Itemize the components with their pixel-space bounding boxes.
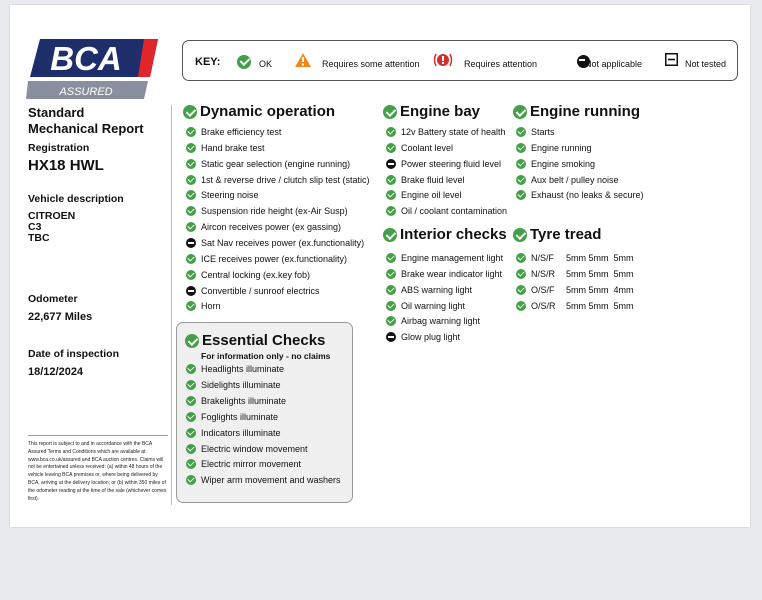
ok-icon: [186, 380, 196, 390]
ok-icon: [186, 396, 196, 406]
not-applicable-icon: [386, 332, 396, 342]
key-not-tested-label: Not tested: [685, 59, 727, 69]
check-item-label: Brakelights illuminate: [201, 395, 287, 406]
status-key: [182, 40, 738, 81]
ok-icon: [186, 175, 196, 185]
ok-icon: [186, 254, 196, 264]
ok-icon: [386, 316, 396, 326]
ok-icon: [516, 143, 526, 153]
check-item-label: Central locking (ex.key fob): [201, 269, 311, 280]
check-item-label: Static gear selection (engine running): [201, 158, 351, 169]
check-item-label: Oil warning light: [401, 300, 466, 311]
ok-icon: [386, 127, 396, 137]
check-item-label: Convertible / sunroof electrics: [201, 285, 320, 296]
ok-icon: [516, 269, 526, 279]
ok-icon: [516, 190, 526, 200]
check-item-label: Steering noise: [201, 190, 259, 201]
ok-icon: [513, 228, 527, 242]
check-item-label: O/S/F: [531, 284, 555, 295]
check-item-label: Engine management light: [401, 253, 504, 263]
registration-label: Registration: [28, 142, 90, 154]
ok-icon: [237, 55, 251, 69]
ok-icon: [516, 253, 526, 263]
check-item-label: Aux belt / pulley noise: [531, 174, 619, 185]
tyre-tread-values: 5mm 5mm 5mm: [566, 253, 634, 263]
check-item-label: Suspension ride height (ex-Air Susp): [201, 206, 348, 217]
ok-icon: [185, 334, 199, 348]
ok-icon: [386, 206, 396, 216]
legal-text: This report is subject to and in accordance with the BCA Assured Terms and Conditions which are available at www.bca.co.uk/assured and BCA auction centres. Claims will not be entertained unless received: (a) within 48 hours of the vehicle leaving BCA premises or, where being delivered by BCA, arriving at the delivery location; or (b) within 350 miles of the odometer reading at the time of the sale (whichever comes first).: [28, 441, 167, 502]
essential-checks-panel: Essential Checks For information only - no claims: [176, 322, 353, 503]
check-item-label: Starts: [531, 127, 555, 137]
bca-assured-logo: [26, 39, 158, 99]
key-not-applicable-label: Not applicable: [585, 59, 643, 69]
column-divider: [171, 105, 172, 505]
check-item-label: Aircon receives power (ex gassing): [201, 222, 342, 233]
check-item-label: Sat Nav receives power (ex.functionality): [201, 237, 365, 248]
check-item-label: Hand brake test: [201, 142, 265, 153]
ok-icon: [386, 301, 396, 311]
check-item-label: Engine oil level: [401, 190, 462, 201]
ok-icon: [516, 127, 526, 137]
ok-icon: [186, 412, 196, 422]
ok-icon: [516, 301, 526, 311]
check-item-label: Oil / coolant contamination: [401, 206, 508, 217]
report-title: Standard Mechanical Report: [28, 105, 144, 136]
not-applicable-icon: [386, 159, 396, 169]
ok-icon: [186, 270, 196, 280]
ok-icon: [516, 159, 526, 169]
check-item-label: Engine smoking: [531, 158, 596, 169]
divider: [28, 435, 168, 436]
ok-icon: [386, 253, 396, 263]
ok-icon: [186, 190, 196, 200]
check-item-label: Electric mirror movement: [201, 459, 302, 470]
odometer-label: Odometer: [28, 293, 78, 305]
report-sheet: BCA ASSURED KEY: OK Requires some attention Requires attention Not applicable Not tested Standard Mechanical Report Registration HX18 HWL Vehicle description CITROEN C3 TBC Odometer 22,677 Miles Date of inspection 18/12/2024 This report is subject to and in accordance with the BCA Assured Terms and Conditions which are available at www.bca.co.uk/assured and BCA auction centres. Claims will not be entertained unless received: (a) within 48 hours of the vehicle leaving BCA premises or, where being delivered by BCA, arriving at the delivery location; or (b) within 350 miles of the odometer reading at the time of the sale (whichever comes first). Dynamic operation Engine bay Engine running Interior checks Tyre tread Essential Checks For information only - no claims Brake efficiency test Hand brake test Static gear selection (engine running) 1st & reverse drive / clutch slip test (static) Steering noise Suspension ride height (ex-Air Susp) Aircon receives power (ex gassing) Sat Nav receives power (ex.functionality) ICE receives power (ex.functionality) Central locking (ex.key fob) Convertible / sunroof electrics Horn 12v Battery state of health Coolant level Power steering fluid level Brake fluid level Engine oil level Oil / coolant contamination Starts Engine running Engine smoking Aux belt / pulley noise Exhaust (no leaks & secure) Engine management light Brake wear indicator light ABS warning light Oil warning light Airbag warning light Glow plug light N/S/F 5mm 5mm 5mm N/S/R 5mm 5mm 5mm O/S/F 5mm 5mm 4mm O/S/R 5mm 5mm 5mm Headlights illuminate Sidelights illuminate Brakelights illuminate Foglights illuminate Indicators illuminate Electric window movement Electric mirror movement Wiper arm movement and washers: [10, 5, 750, 527]
check-item-label: Foglights illuminate: [201, 411, 279, 422]
not-applicable-icon: [186, 286, 196, 296]
key-title: KEY:: [195, 56, 221, 68]
key-some-attention-label: Requires some attention: [322, 59, 420, 69]
ok-icon: [386, 143, 396, 153]
inspection-date-value: 18/12/2024: [28, 366, 84, 378]
brand-tagline: ASSURED: [59, 86, 113, 98]
check-item-label: ICE receives power (ex.functionality): [201, 253, 348, 264]
warning-triangle-icon: [295, 53, 311, 67]
ok-icon: [513, 105, 527, 119]
tyre-tread-values: 5mm 5mm 4mm: [566, 284, 634, 295]
check-item-label: Coolant level: [401, 142, 454, 153]
registration-value: HX18 HWL: [28, 157, 104, 174]
inspection-date-label: Date of inspection: [28, 348, 120, 360]
check-item-label: Sidelights illuminate: [201, 379, 281, 390]
check-item-label: Engine running: [531, 142, 592, 153]
ok-icon: [186, 127, 196, 137]
ok-icon: [386, 190, 396, 200]
key-ok-label: OK: [259, 59, 273, 69]
check-item-label: Airbag warning light: [401, 316, 481, 327]
vehicle-description-label: Vehicle description: [28, 193, 124, 205]
check-item-label: Exhaust (no leaks & secure): [531, 190, 644, 201]
ok-icon: [186, 428, 196, 438]
check-item-label: 1st & reverse drive / clutch slip test (static): [201, 174, 370, 185]
check-item-label: O/S/R: [531, 300, 556, 311]
check-item-label: Brake fluid level: [401, 174, 465, 185]
ok-icon: [386, 175, 396, 185]
ok-icon: [186, 222, 196, 232]
check-item-label: Glow plug light: [401, 332, 461, 343]
ok-icon: [516, 175, 526, 185]
tyre-tread-values: 5mm 5mm 5mm: [566, 300, 634, 311]
ok-icon: [516, 285, 526, 295]
ok-icon: [186, 364, 196, 374]
check-item-label: Horn: [201, 301, 221, 312]
not-tested-icon: [665, 53, 678, 66]
ok-icon: [186, 444, 196, 454]
not-applicable-icon: [186, 238, 196, 248]
ok-icon: [186, 206, 196, 216]
check-item-label: Headlights illuminate: [201, 364, 285, 374]
ok-icon: [386, 269, 396, 279]
check-item-label: ABS warning light: [401, 284, 473, 295]
check-item-label: Indicators illuminate: [201, 427, 281, 438]
odometer-value: 22,677 Miles: [28, 311, 93, 323]
ok-icon: [386, 285, 396, 295]
key-attention-label: Requires attention: [464, 59, 538, 69]
ok-icon: [383, 105, 397, 119]
check-item-label: N/S/R: [531, 268, 556, 279]
ok-icon: [383, 228, 397, 242]
check-item-label: N/S/F: [531, 253, 555, 263]
attention-icon: [433, 52, 453, 68]
ok-icon: [186, 159, 196, 169]
check-item-label: Wiper arm movement and washers: [201, 475, 341, 486]
check-item-label: Brake efficiency test: [201, 127, 282, 137]
check-item-label: Electric window movement: [201, 443, 308, 454]
essential-checks-subtitle: For information only - no claims: [201, 351, 331, 361]
ok-icon: [183, 105, 197, 119]
vehicle-description-value: CITROEN C3 TBC: [28, 210, 76, 244]
check-item-label: Power steering fluid level: [401, 158, 502, 169]
ok-icon: [186, 301, 196, 311]
brand-name: BCA: [50, 40, 122, 77]
tyre-tread-values: 5mm 5mm 5mm: [566, 268, 634, 279]
check-item-label: Brake wear indicator light: [401, 268, 503, 279]
check-item-label: 12v Battery state of health: [401, 127, 506, 137]
ok-icon: [186, 143, 196, 153]
